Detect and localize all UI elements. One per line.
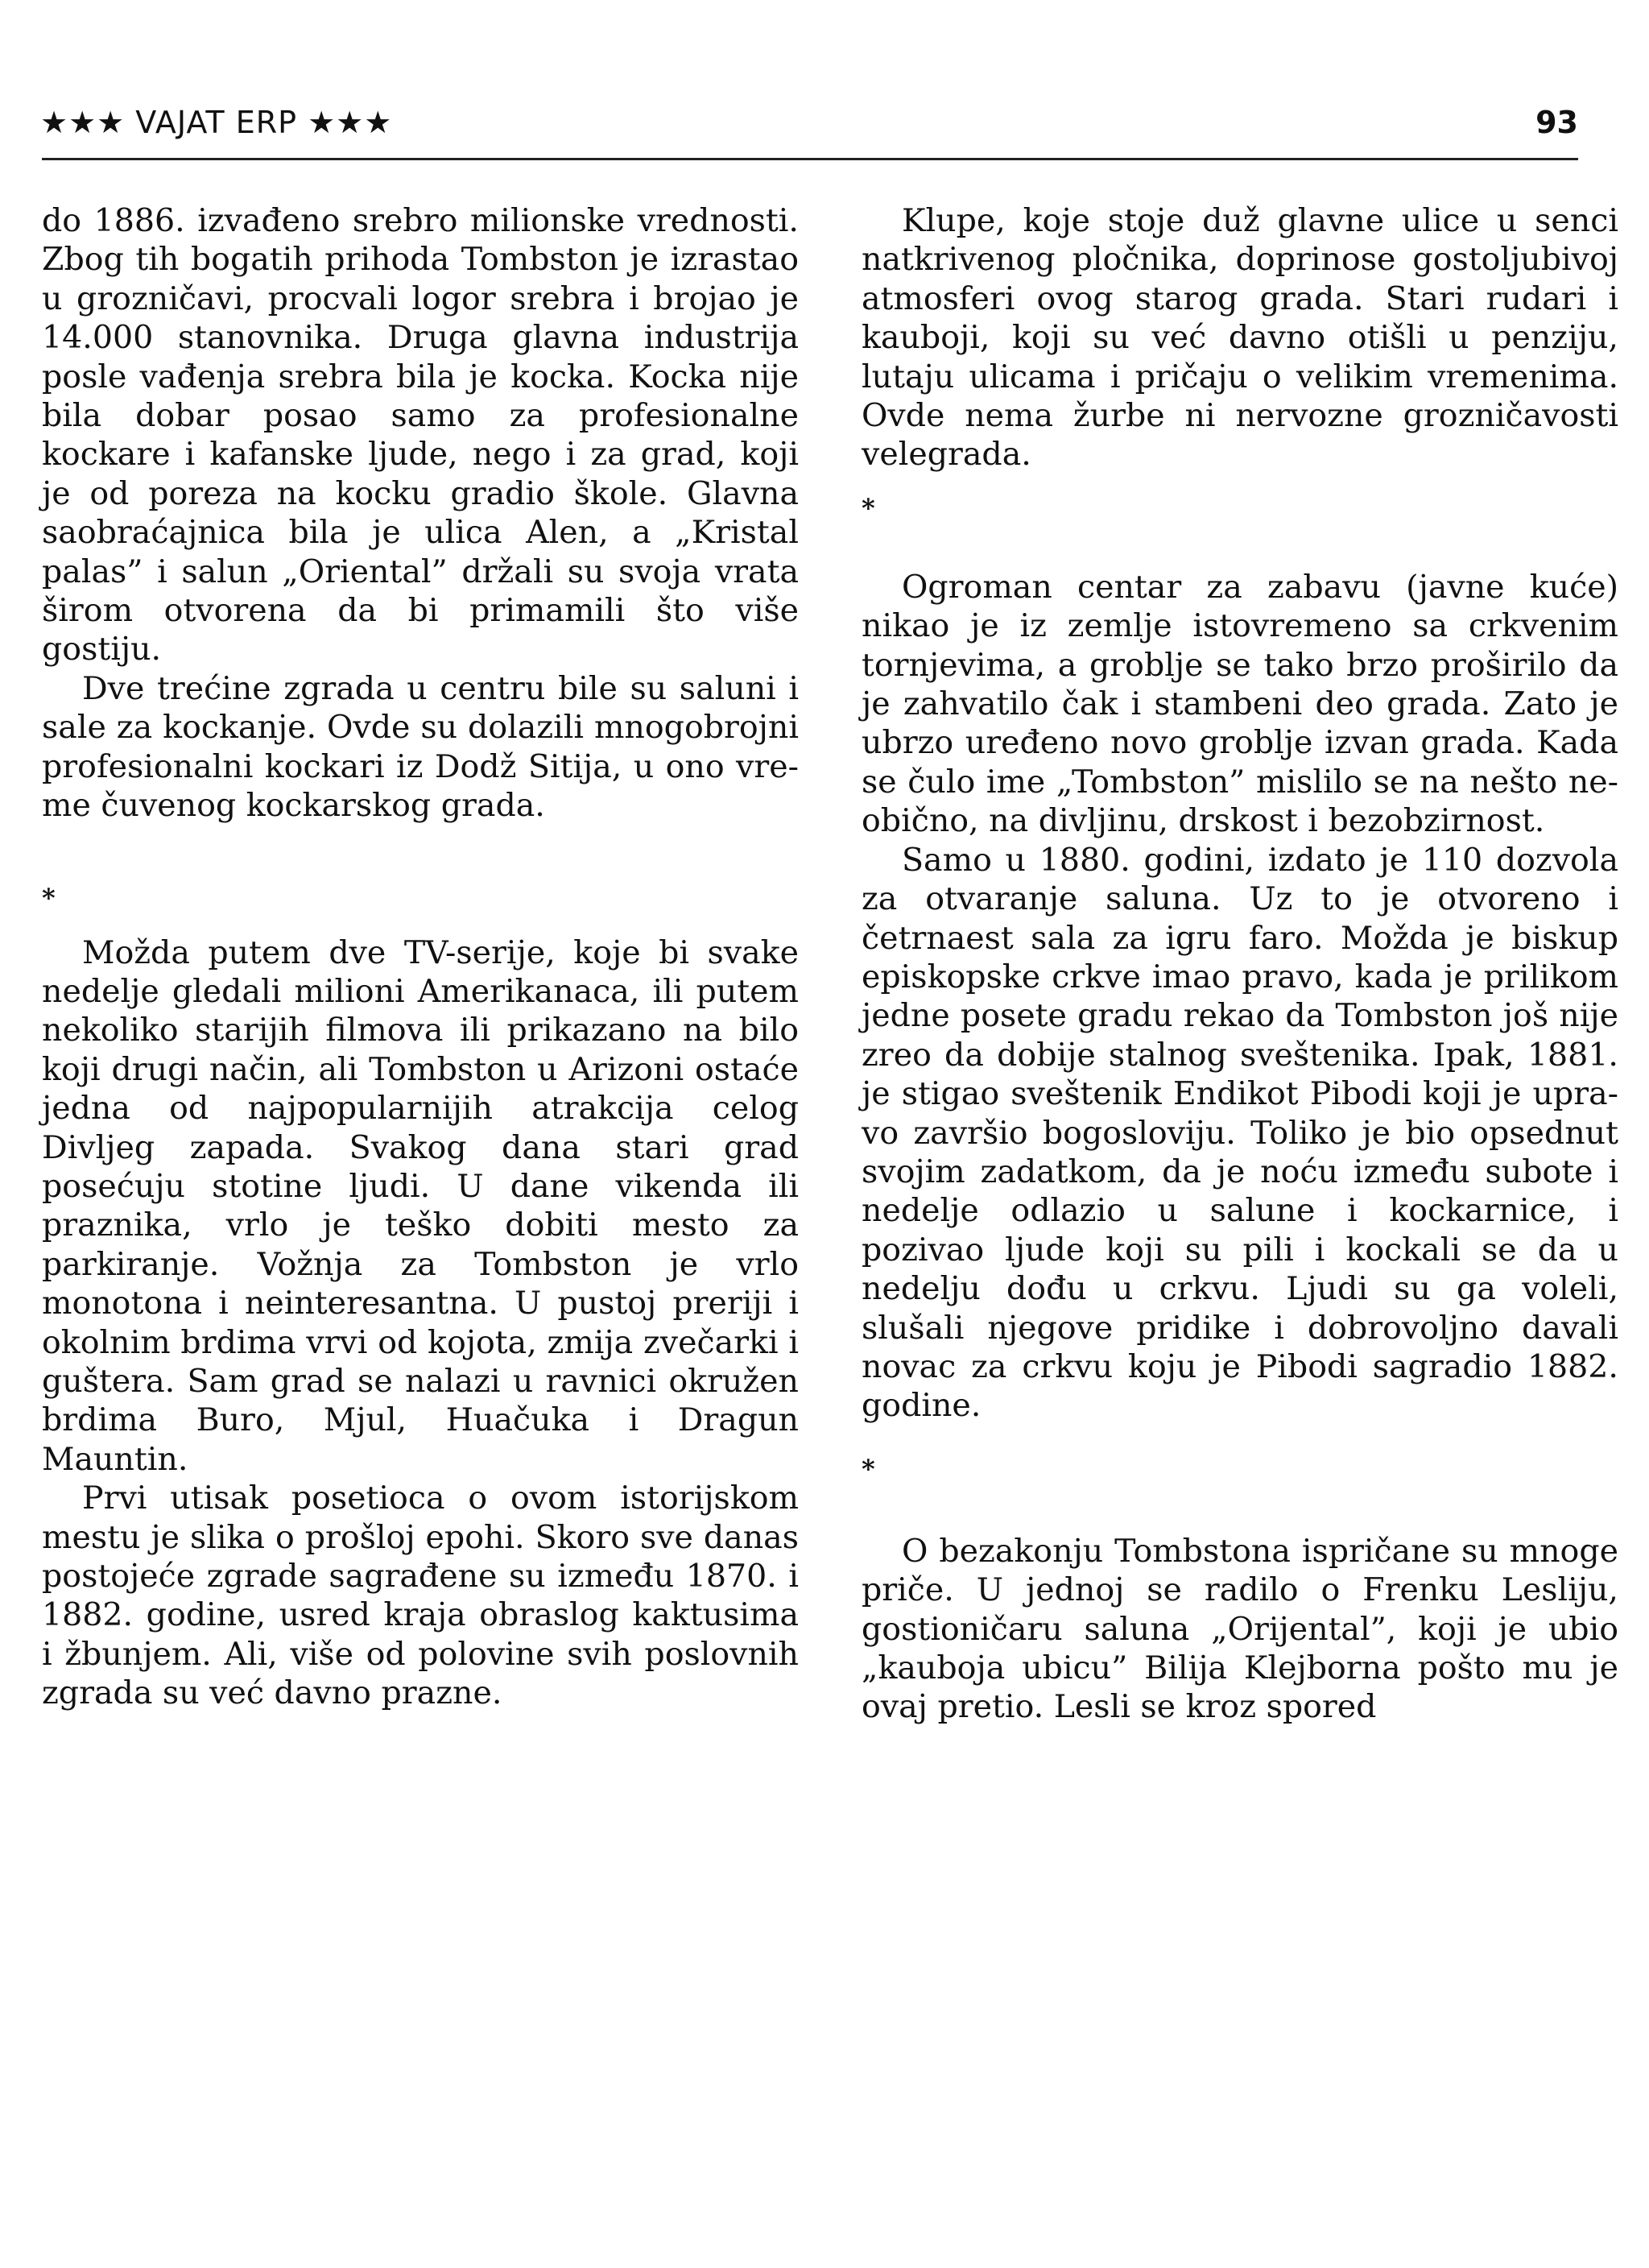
running-header — [40, 97, 1578, 148]
paragraph: O bezakonju Tombstona ispričane su mnoge priče. U jednoj se radilo o Frenku Lesliju, gostioničaru saluna „Orijental”, koji je ubio „kauboja ubicu” Bilija Klejborna pošto mu je ovaj pretio. Lesli se kroz spored — [862, 1532, 1618, 1726]
paragraph: do 1886. izvađeno srebro milionske vrednosti. Zbog tih bogatih prihoda Tombston je izrastao u grozničavi, procvali logor srebra i brojao je 14.000 stanovnika. Druga glavna industrija posle vađenja srebra bila je kocka. Kocka nije bila dobar posao samo za profesionalne kockare i kafanske ljude, nego i za grad, koji je od poreza na kocku gradio škole. Glavna saobraćajnica bila je ulica Alen, a „Kristal palas” i salun „Oriental” držali su svoja vrata širom otvorena da bi primamili što više gostiju. — [42, 202, 799, 668]
section-separator: * — [862, 1453, 875, 1484]
section-separator: * — [862, 492, 875, 524]
paragraph: Samo u 1880. godini, izdato je 110 dozvola za otvaranje saluna. Uz to je otvoreno i četrnaest sala za igru faro. Možda je biskup episkopske crkve imao pravo, kada je prilikom jedne posete gradu rekao da Tombston još nije zreo da dobije stalnog sveštenika. Ipak, 1881. je stigao sveštenik Endikot Pibodi koji je upravo završio bogosloviju. Toliko je bio opsednut svojim zadatkom, da je noću između subote i nedelje odlazio u salune i kockarnice, i pozivao ljude koji su pili i kockali se da u nedelju dođu u crkvu. Ljudi su ga voleli, slušali njegove pridike i dobrovoljno davali novac za crkvu koju je Pibodi sagradio 1882. godine. — [862, 841, 1618, 1425]
section-gap — [862, 474, 1618, 494]
paragraph: Možda putem dve TV-serije, koje bi svake nedelje gledali milioni Amerikanaca, ili putem nekoliko starijih filmova ili prikazano na bilo koji drugi način, ali Tombston u Arizoni ostaće jedna od najpopularnijih atrakcija celog Divljeg zapada. Svakog dana stari grad posećuju stotine ljudi. U dane vikenda ili praznika, vrlo je teško dobiti mesto za parkiranje. Vožnja za Tombston je vrlo monotona i neinteresantna. U pustoj preriji i okolnim brdima vrvi od kojota, zmija zvečarki i guštera. Sam grad se nalazi u ravnici okružen brdima Buro, Mjul, Huačuka i Dragun Mauntin. — [42, 933, 799, 1478]
running-title: ★★★ VAJAT ERP ★★★ — [40, 105, 393, 140]
header-rule — [42, 158, 1578, 160]
paragraph: Prvi utisak posetioca o ovom istorijskom mestu je slika o prošloj epohi. Skoro sve danas postojeće zgrade sagrađene su između 1870. i 1882. godine, usred kraja obraslog kaktusima i žbunjem. Ali, više od polovine svih poslovnih zgrada su već davno prazne. — [42, 1480, 799, 1712]
section-separator: * — [42, 882, 56, 913]
section-gap — [862, 523, 1618, 568]
left-column — [42, 201, 799, 1713]
paragraph: Klupe, koje stoje duž glavne ulice u senci natkrivenog pločnika, doprinose gostoljubivoj atmosferi ovog starog grada. Stari rudari i kauboji, koji su već davno otišli u penziju, lutaju ulicama i pričaju o velikim vremenima. Ovde nema žurbe ni nervozne grozničavosti velegrada. — [862, 202, 1618, 474]
page-number: 93 — [1535, 105, 1578, 140]
section-gap — [862, 1426, 1618, 1455]
section-gap — [862, 1484, 1618, 1532]
paragraph: Dve trećine zgrada u centru bile su saluni i sale za kockanje. Ovde su dolazili mnogobrojni profesionalni kockari iz Dodž Sitija, u ono vreme čuvenog kockarskog grada. — [42, 669, 799, 825]
section-gap — [42, 826, 799, 884]
right-column — [862, 201, 1618, 1727]
paragraph: Ogroman centar za zabavu (javne kuće) nikao je iz zemlje istovremeno sa crkvenim tornjevima, a groblje se tako brzo proširilo da je zahvatilo čak i stambeni deo grada. Zato je ubrzo uređeno novo groblje izvan grada. Kada se čulo ime „Tombston” mislilo se na nešto neobično, na divljinu, drskost i bezobzirnost. — [862, 568, 1618, 840]
section-gap — [42, 913, 799, 933]
